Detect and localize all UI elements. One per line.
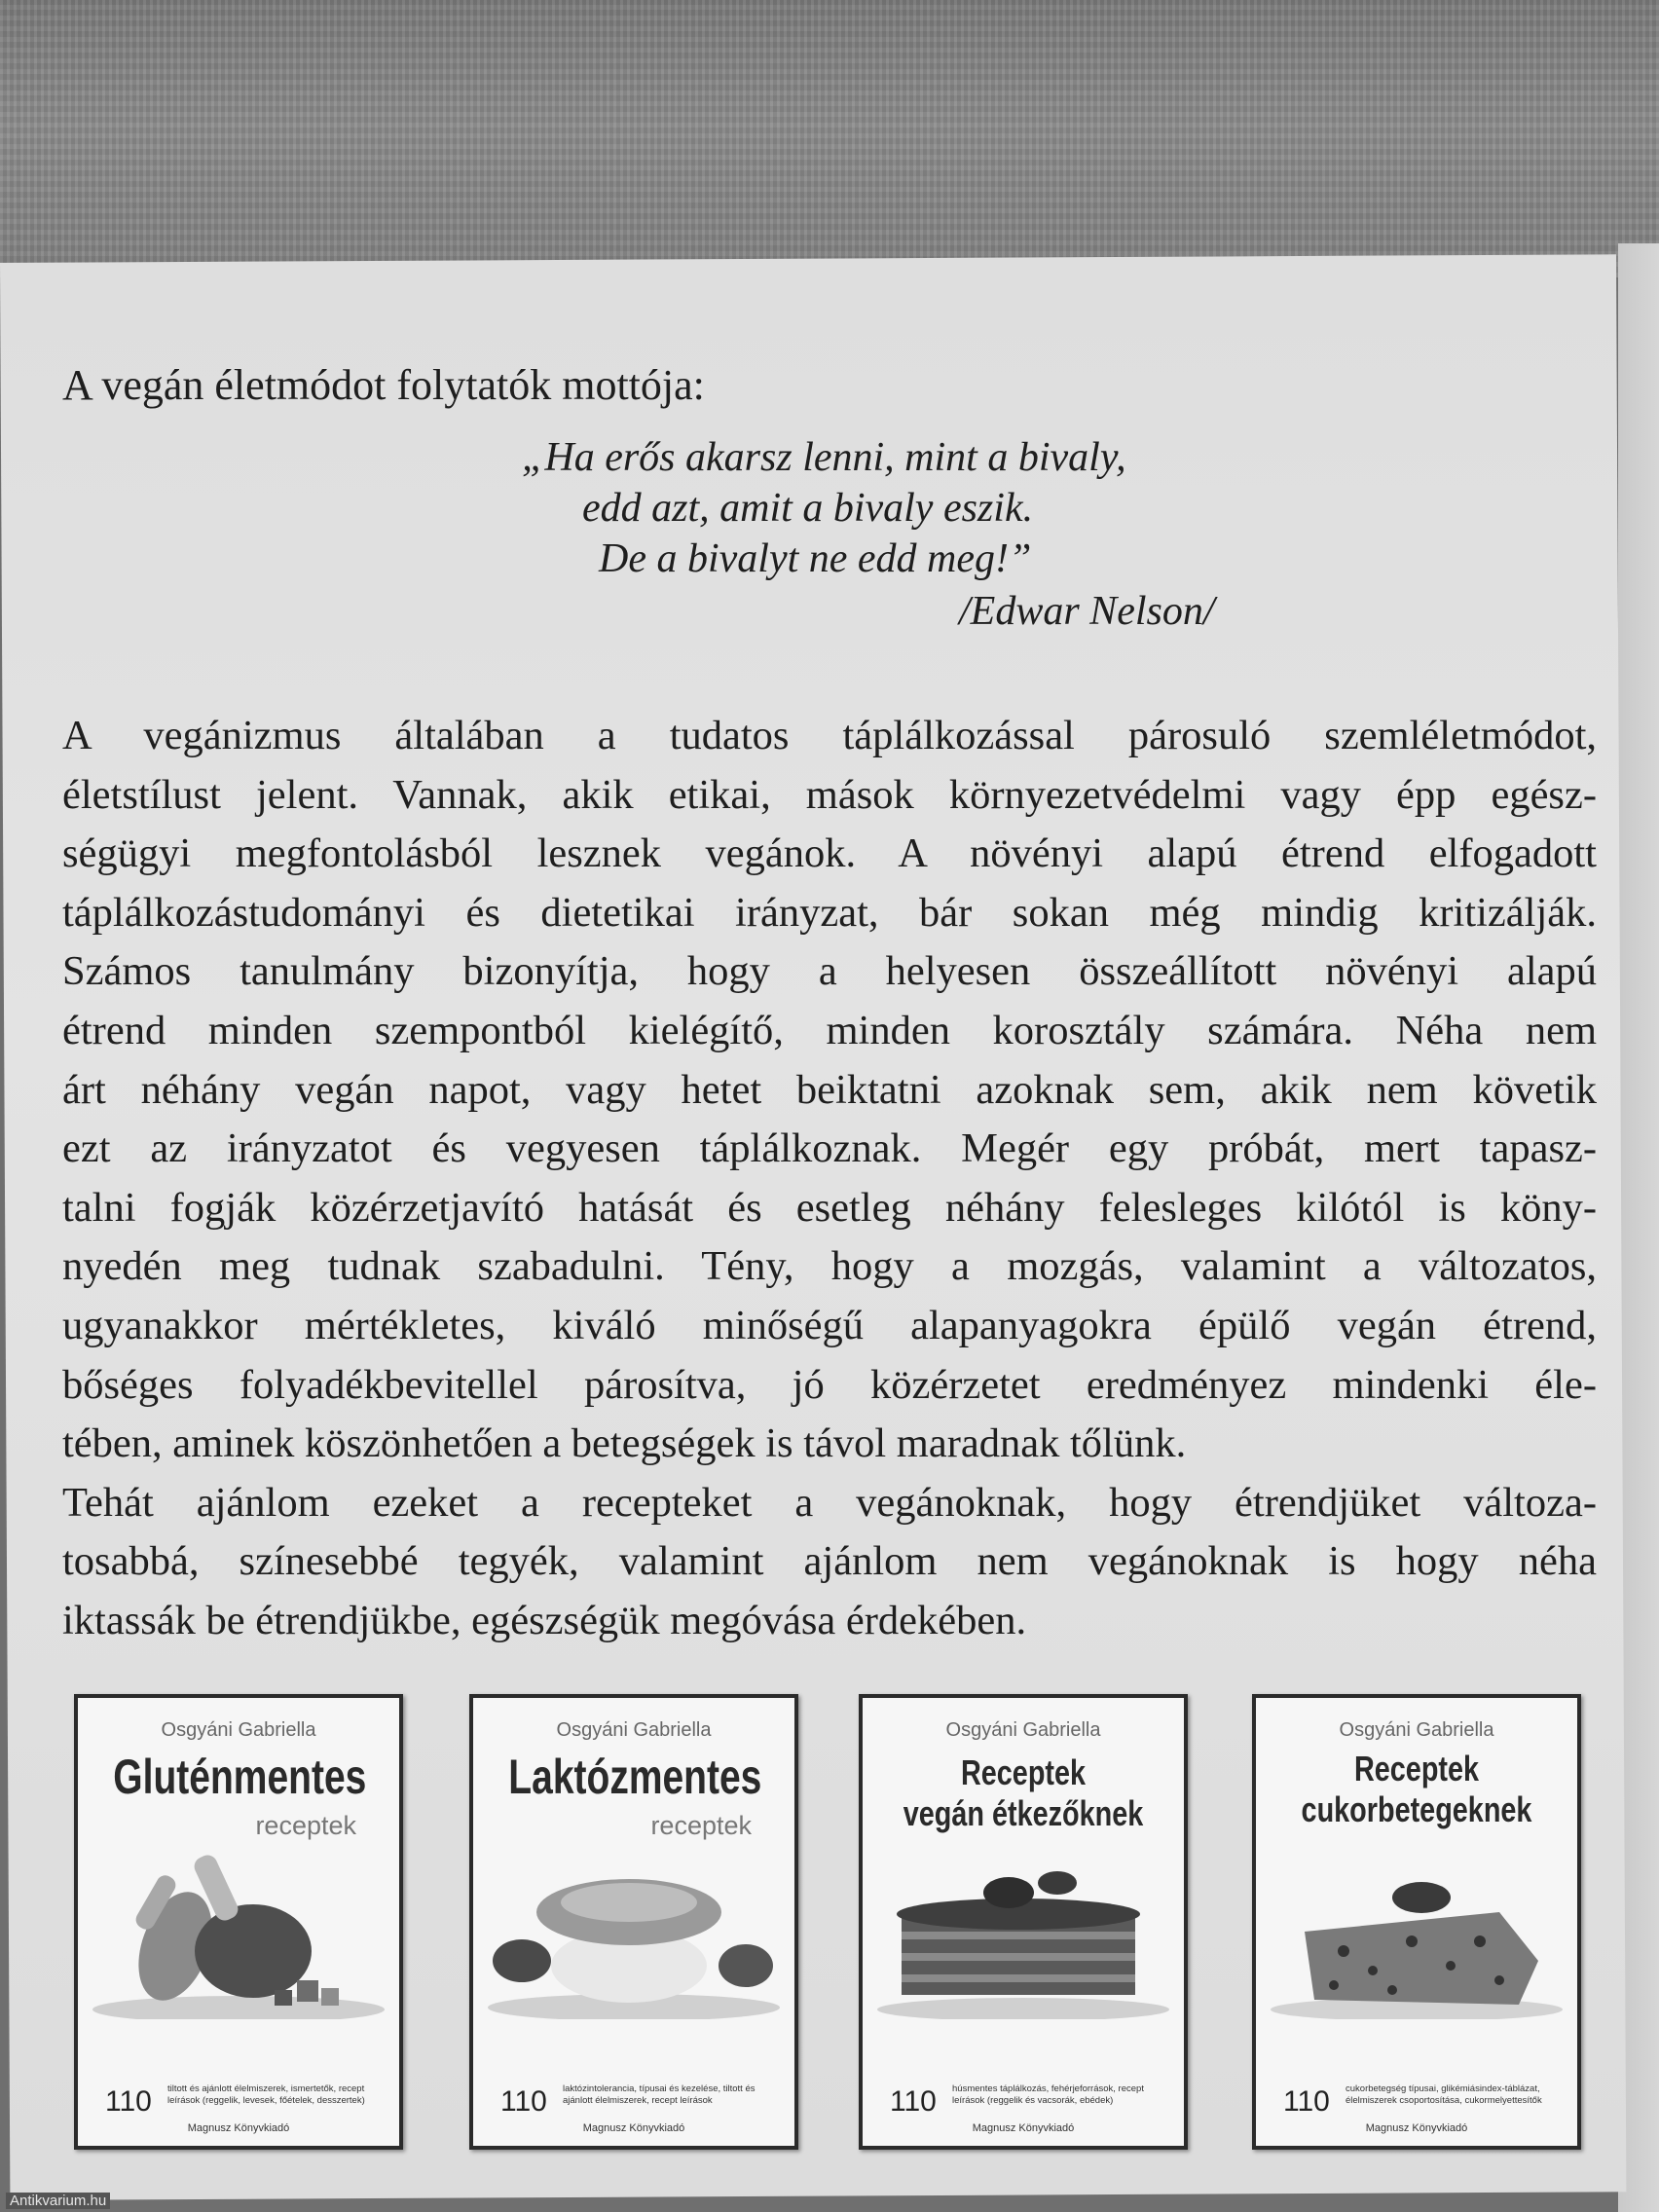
body-line: árt néhány vegán napot, vagy hetet beiktatni azoknak sem, akik nem követik [62, 1066, 1597, 1113]
book-description: laktózintolerancia, típusai és kezelése, tiltott és ajánlott élelmiszerek, recept leírások [563, 2083, 756, 2106]
book-subtitle: receptek [650, 1811, 752, 1840]
body-line: tosabbá, színesebbé tegyék, valamint ajánlom nem vegánoknak is hogy néha [62, 1538, 1597, 1585]
quote-line-2: edd azt, amit a bivaly eszik. [582, 486, 1034, 531]
food-photo-fish [483, 1844, 785, 2019]
body-line: ségügyi megfontolásból lesznek vegánok. A növényi alapú étrend elfogadott [62, 830, 1597, 877]
body-line: tében, aminek köszönhetően a betegségek is távol maradnak tőlünk. [62, 1420, 1187, 1467]
book-publisher: Magnusz Könyvkiadó [582, 2122, 685, 2134]
body-line: ezt az irányzatot és vegyesen táplálkoznak. Megér egy próbát, mert tapasz- [62, 1125, 1597, 1172]
book-subtitle: receptek [255, 1811, 356, 1840]
book-cover-cukorbetegeknek [1252, 1694, 1581, 2150]
quote-line-3: De a bivalyt ne edd meg!” [599, 536, 1032, 581]
quote-line-1: „Ha erős akarsz lenni, mint a bivaly, [522, 435, 1126, 480]
book-publisher: Magnusz Könyvkiadó [187, 2122, 290, 2134]
book-author: Osgyáni Gabriella [556, 1719, 712, 1741]
book-title: Laktózmentes [508, 1750, 762, 1804]
food-photo-chicken [88, 1844, 389, 2019]
book-title-line-1: Receptek [960, 1752, 1087, 1792]
book-publisher: Magnusz Könyvkiadó [972, 2122, 1075, 2134]
body-line: nyedén meg tudnak szabadulni. Tény, hogy a mozgás, valamint a változatos, [62, 1243, 1597, 1290]
body-line: életstílust jelent. Vannak, akik etikai, mások környezetvédelmi vagy épp egész- [62, 771, 1597, 818]
book-title-line-1: Receptek [1353, 1749, 1480, 1788]
book-description: cukorbetegség típusai, glikémiásindex-táblázat, élelmiszerek csoportosítása, cukormelyettesítők [1346, 2083, 1542, 2106]
book-recipe-count: 110 [1283, 2085, 1330, 2118]
book-title-line-2: cukorbetegeknek [1301, 1789, 1532, 1829]
background-fabric [0, 0, 1659, 277]
book-cover-vegan [859, 1694, 1188, 2150]
book-cover-laktozmentes [469, 1694, 798, 2150]
watermark-text: Antikvarium.hu [6, 2193, 110, 2209]
body-line: Számos tanulmány bizonyítja, hogy a helyesen összeállított növényi alapú [62, 948, 1597, 995]
book-author: Osgyáni Gabriella [161, 1719, 316, 1741]
body-line: bőséges folyadékbevitellel párosítva, jó közérzetet eredményez mindenki éle- [62, 1361, 1597, 1408]
body-line: A vegánizmus általában a tudatos táplálkozással párosuló szemléletmódot, [62, 713, 1597, 758]
book-recipe-count: 110 [500, 2085, 547, 2118]
book-author: Osgyáni Gabriella [945, 1719, 1101, 1741]
body-line: Tehát ajánlom ezeket a recepteket a vegánoknak, hogy étrendjüket változa- [62, 1479, 1597, 1526]
motto-intro: A vegán életmódot folytatók mottója: [62, 361, 705, 409]
book-title: Gluténmentes [113, 1750, 367, 1804]
book-recipe-count: 110 [890, 2085, 937, 2118]
body-line: iktassák be étrendjükbe, egészségük megóvása érdekében. [62, 1597, 1027, 1643]
body-line: talni fogják közérzetjavító hatását és esetleg néhány felesleges kilótól is köny- [62, 1184, 1597, 1231]
book-recipe-count: 110 [105, 2085, 152, 2118]
body-line: táplálkozástudományi és dietetikai irányzat, bár sokan még mindig kritizálják. [62, 889, 1597, 936]
book-author: Osgyáni Gabriella [1339, 1719, 1494, 1741]
body-line: ugyanakkor mértékletes, kiváló minőségű alapanyagokra épülő vegán étrend, [62, 1302, 1597, 1348]
food-photo-lasagna [872, 1844, 1174, 2019]
food-photo-terrine [1266, 1844, 1567, 2019]
quote-author: /Edwar Nelson/ [959, 589, 1215, 634]
body-paragraph [62, 707, 1597, 1651]
book-title-line-2: vegán étkezőknek [903, 1793, 1144, 1833]
book-cover-glutenmentes [74, 1694, 403, 2150]
book-description: húsmentes táplálkozás, fehérjeforrások, recept leírások (reggelik és vacsorák, ebédek) [952, 2083, 1144, 2106]
book-publisher: Magnusz Könyvkiadó [1365, 2122, 1468, 2134]
book-description: tiltott és ajánlott élelmiszerek, ismertetők, recept leírások (reggelik, levesek, főételek, desszertek) [167, 2083, 365, 2106]
body-line: étrend minden szempontból kielégítő, minden korosztály számára. Néha nem [62, 1007, 1597, 1053]
